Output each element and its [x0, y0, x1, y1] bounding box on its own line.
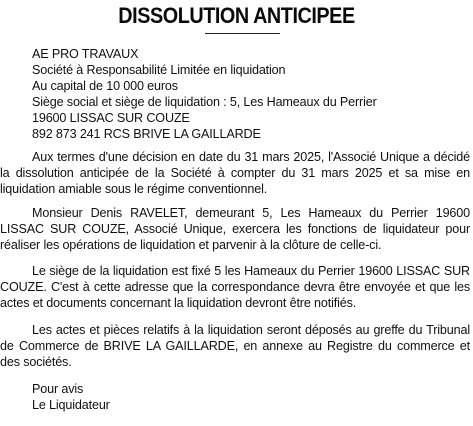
paragraph-liquidator-appointment: Monsieur Denis RAVELET, demeurant 5, Les Hameaux du Perrier 19600 LISSAC SUR COUZE, Associé Unique, exercera les fonctions de liquidateur pour réaliser les opérations de liquidation et parvenir à la clôture de celle-ci. — [0, 206, 470, 252]
paragraph-filing: Les actes et pièces relatifs à la liquidation seront déposés au greffe du Tribunal de Commerce de BRIVE LA GAILLARDE, en annexe au Registre du commerce et des sociétés. — [0, 323, 470, 369]
company-header-block — [32, 46, 472, 142]
paragraph-liquidation-seat: Le siège de la liquidation est fixé 5 les Hameaux du Perrier 19600 LISSAC SUR COUZE. C'est à cette adresse que la correspondance devra être envoyée et que les actes et documents concernant la liquidation devront être notifiés. — [0, 264, 470, 310]
title-underline-divider — [205, 33, 280, 34]
paragraph-dissolution-decision: Aux termes d'une décision en date du 31 mars 2025, l'Associé Unique a décidé la dissolution anticipée de la Société à compter du 31 mars 2025 et sa mise en liquidation amiable sous le régime conventionnel. — [0, 150, 470, 196]
company-rcs: 892 873 241 RCS BRIVE LA GAILLARDE — [32, 127, 261, 141]
closing-signature-block — [32, 381, 110, 413]
company-seat: Siège social et siège de liquidation : 5, Les Hameaux du Perrier — [32, 95, 377, 109]
company-postal-city: 19600 LISSAC SUR COUZE — [32, 111, 190, 125]
company-legal-form: Société à Responsabilité Limitée en liquidation — [32, 63, 286, 77]
company-capital: Au capital de 10 000 euros — [32, 79, 178, 93]
closing-signatory: Le Liquidateur — [32, 398, 110, 412]
notice-title: DISSOLUTION ANTICIPEE — [118, 3, 355, 28]
company-name: AE PRO TRAVAUX — [32, 47, 139, 61]
closing-pour-avis: Pour avis — [32, 382, 84, 396]
